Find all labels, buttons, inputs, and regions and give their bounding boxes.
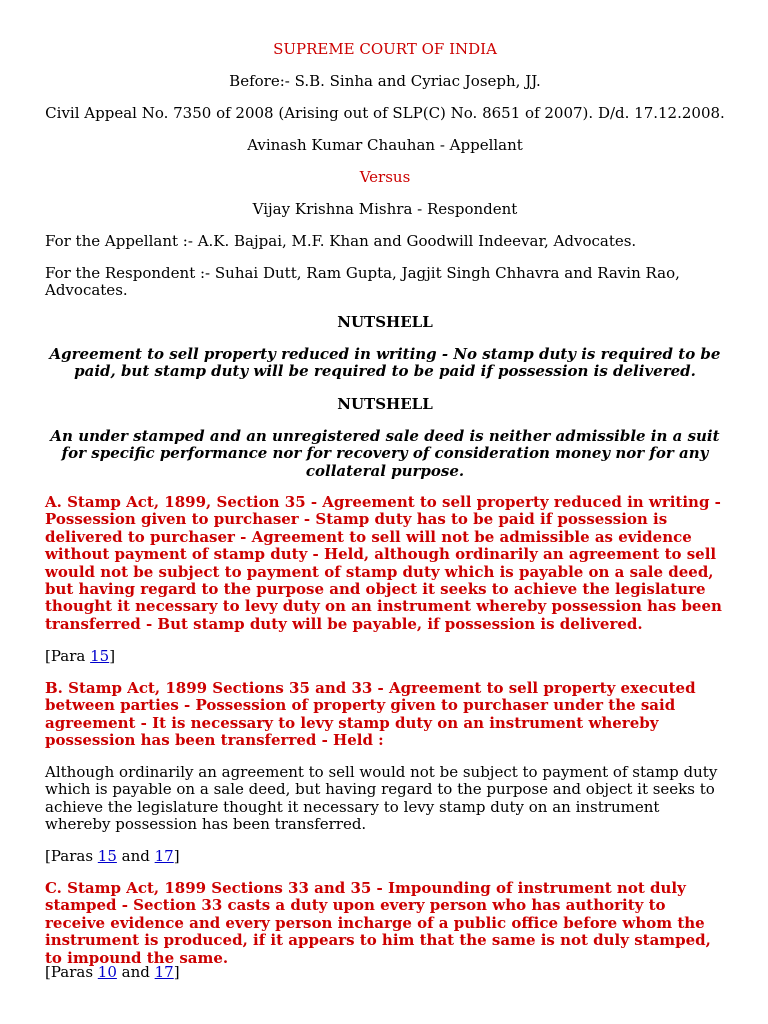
appellant-name: Avinash Kumar Chauhan - Appellant bbox=[247, 136, 523, 154]
case-citation: Civil Appeal No. 7350 of 2008 (Arising out of SLP(C) No. 8651 of 2007). D/d. 17.12.2008. bbox=[45, 104, 725, 122]
headnote-b: B. Stamp Act, 1899 Sections 35 and 33 - Agreement to sell property executed between parties - Possession of property given to purchaser under the said agreement - It is necessary to levy stamp duty on an instrument whereby possession has been transferred - Held : bbox=[45, 679, 696, 750]
para-17-link[interactable]: 17 bbox=[154, 963, 174, 981]
headnote-b-body: Although ordinarily an agreement to sell would not be subject to payment of stamp duty which is payable on a sale deed, but having regard to the purpose and object it seeks to achieve the legislature thought it necessary to levy stamp duty on an instrument whereby possession has been transferred. bbox=[45, 763, 718, 834]
para-15-link[interactable]: 15 bbox=[97, 847, 117, 865]
para-17-link[interactable]: 17 bbox=[154, 847, 174, 865]
bench: Before:- S.B. Sinha and Cyriac Joseph, JJ. bbox=[229, 72, 541, 90]
nutshell-heading-2: NUTSHELL bbox=[337, 395, 433, 413]
headnote-b-reference: [Paras 15 and 17] bbox=[45, 847, 180, 865]
headnote-c: C. Stamp Act, 1899 Sections 33 and 35 - Impounding of instrument not duly stamped - Section 33 casts a duty upon every person who has authority to receive evidence and every person incharge of a public office before whom the instrument is produced, if it appears to him that the same is not duly stamped, to impound the same. bbox=[45, 879, 711, 967]
nutshell-text-1: Agreement to sell property reduced in writing - No stamp duty is required to be paid, but stamp duty will be required to be paid if possession is delivered. bbox=[49, 345, 721, 381]
nutshell-heading-1: NUTSHELL bbox=[337, 313, 433, 331]
headnote-a-reference: [Para 15] bbox=[45, 647, 116, 665]
headnote-c-reference: [Paras 10 and 17] bbox=[45, 963, 180, 981]
nutshell-text-2: An under stamped and an unregistered sale deed is neither admissible in a suit for specific performance nor for recovery of consideration money nor for any collateral purpose. bbox=[50, 427, 720, 480]
para-10-link[interactable]: 10 bbox=[97, 963, 117, 981]
counsel-respondent: For the Respondent :- Suhai Dutt, Ram Gupta, Jagjit Singh Chhavra and Ravin Rao, Advocates. bbox=[45, 264, 680, 300]
counsel-appellant: For the Appellant :- A.K. Bajpai, M.F. Khan and Goodwill Indeevar, Advocates. bbox=[45, 232, 637, 250]
respondent-name: Vijay Krishna Mishra - Respondent bbox=[252, 200, 518, 218]
versus-label: Versus bbox=[359, 168, 411, 186]
para-15-link[interactable]: 15 bbox=[90, 647, 110, 665]
headnote-a: A. Stamp Act, 1899, Section 35 - Agreement to sell property reduced in writing - Possession given to purchaser - Stamp duty has to be paid if possession is delivered to purchaser - Agreement to sell will not be admissible as evidence without payment of stamp duty - Held, although ordinarily an agreement to sell would not be subject to payment of stamp duty which is payable on a sale deed, but having regard to the purpose and object it seeks to achieve the legislature thought it necessary to levy duty on an instrument whereby possession has been transferred - But stamp duty will be payable, if possession is delivered. bbox=[45, 493, 722, 633]
court-title: SUPREME COURT OF INDIA bbox=[273, 40, 497, 58]
